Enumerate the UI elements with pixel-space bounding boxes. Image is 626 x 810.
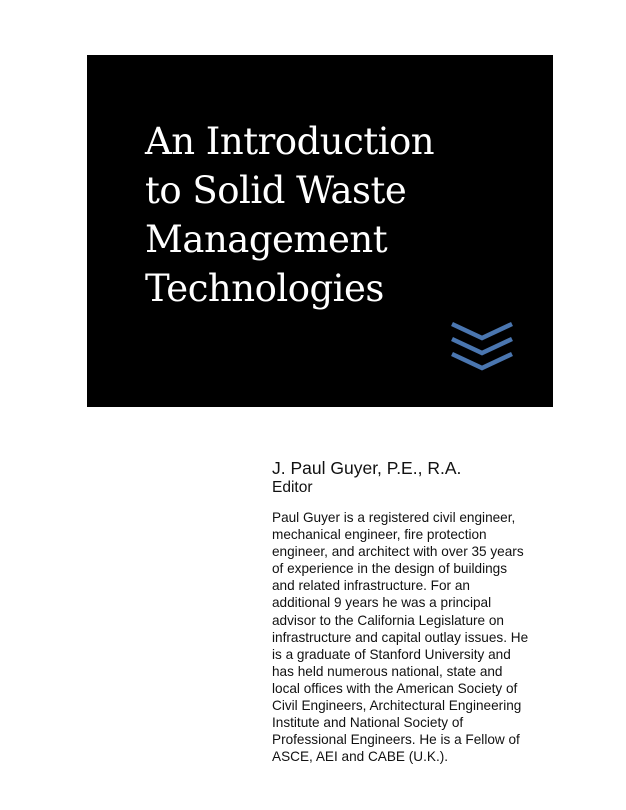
title-line: Management	[145, 218, 388, 261]
cover-panel	[87, 55, 553, 407]
author-role: Editor	[272, 479, 313, 496]
author-block	[272, 458, 461, 497]
bio-line: engineer, and architect with over 35 years	[272, 544, 524, 560]
title-line: An Introduction	[145, 120, 435, 163]
bio-line: additional 9 years he was a principal	[272, 595, 492, 611]
bio-line: ASCE, AEI and CABE (U.K.).	[272, 749, 449, 765]
bio-line: Civil Engineers, Architectural Engineering	[272, 698, 522, 714]
author-name: J. Paul Guyer, P.E., R.A.	[272, 458, 462, 478]
bio-line: Paul Guyer is a registered civil engineer,	[272, 510, 516, 525]
bio-line: local offices with the American Society of	[272, 680, 518, 696]
author-bio	[272, 509, 528, 765]
bio-line: Institute and National Society of	[272, 715, 464, 731]
bio-line: of experience in the design of buildings	[272, 561, 508, 577]
bio-line: has held numerous national, state and	[272, 663, 503, 679]
bio-line: is a graduate of Stanford University and	[272, 646, 511, 662]
bio-line: mechanical engineer, fire protection	[272, 527, 487, 543]
book-title	[145, 117, 434, 313]
chevrons-down-icon	[450, 320, 516, 376]
title-line: Technologies	[145, 267, 384, 310]
title-line: to Solid Waste	[145, 169, 407, 212]
bio-line: infrastructure and capital outlay issues. He	[272, 629, 529, 645]
bio-line: Professional Engineers. He is a Fellow of	[272, 732, 520, 748]
bio-line: and related infrastructure. For an	[272, 578, 470, 594]
bio-line: advisor to the California Legislature on	[272, 612, 504, 628]
